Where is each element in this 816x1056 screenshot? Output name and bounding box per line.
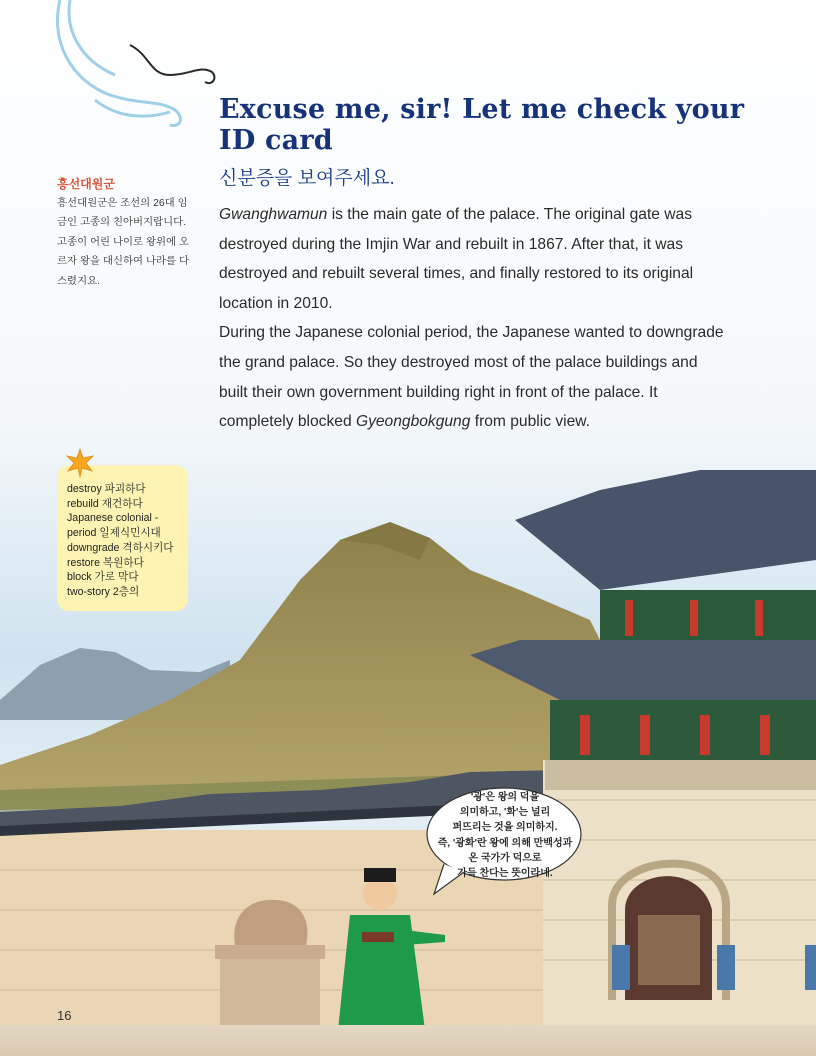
bubble-line: 의미하고, '화'는 널리 <box>459 807 551 819</box>
vocabulary-box <box>57 465 188 611</box>
sidebar-title: 흥선대원군 <box>57 177 115 191</box>
bubble-line: 온 국가가 덕으로 <box>468 852 542 864</box>
maple-star-icon <box>65 448 95 478</box>
vocab-item: Japanese colonial - <box>67 512 159 525</box>
paragraph-1 <box>219 200 724 318</box>
vocab-item: downgrade 격하시키다 <box>67 541 174 554</box>
bubble-line: '광'은 왕의 덕을 <box>470 792 540 803</box>
italic-term: Gyeongbokgung <box>355 413 471 431</box>
page-subtitle: 신분증을 보여주세요. <box>219 168 395 189</box>
paragraph-text: is the main gate of the palace. The original gate was destroyed during the Imjin War and rebuilt in 1867. After that, it was destroyed and rebuilt several times, and finally restored to its original location in 2010. <box>219 206 694 312</box>
page-number: 16 <box>57 1008 72 1023</box>
sidebar-text: 흥선대원군은 조선의 26대 임금인 고종의 친아버지랍니다. 고종이 어린 나이로 왕위에 오르자 왕을 대신하여 나라를 다스렸지요. <box>57 198 189 287</box>
vocab-item: block 가로 막다 <box>67 571 139 584</box>
sidebar-note <box>57 174 190 291</box>
bubble-line: 즉, '광화'란 왕에 의해 만백성과 <box>437 837 573 849</box>
vocab-item: period 일제식민시대 <box>67 527 161 540</box>
speech-bubble-text <box>432 790 578 881</box>
page-title: Excuse me, sir! Let me check your ID card <box>219 94 745 156</box>
paragraph-text: During the Japanese colonial period, the Japanese wanted to downgrade the grand palace. So they destroyed most of the palace buildings and built their own government building right in front of the palace. It completely blocked <box>219 324 724 431</box>
vocab-item: two-story 2층의 <box>67 585 140 598</box>
paragraph-text: from public view. <box>470 413 591 431</box>
body-text <box>219 200 724 437</box>
bubble-line: 가득 찬다는 뜻이라네. <box>457 868 553 880</box>
italic-term: Gwanghwamun <box>219 206 328 223</box>
bubble-line: 퍼뜨리는 것을 의미하지. <box>452 822 558 834</box>
vocab-item: destroy 파괴하다 <box>67 483 146 495</box>
vocab-item: restore 복원하다 <box>67 556 144 569</box>
vocab-item: rebuild 재건하다 <box>67 497 143 510</box>
paragraph-2 <box>219 318 724 436</box>
